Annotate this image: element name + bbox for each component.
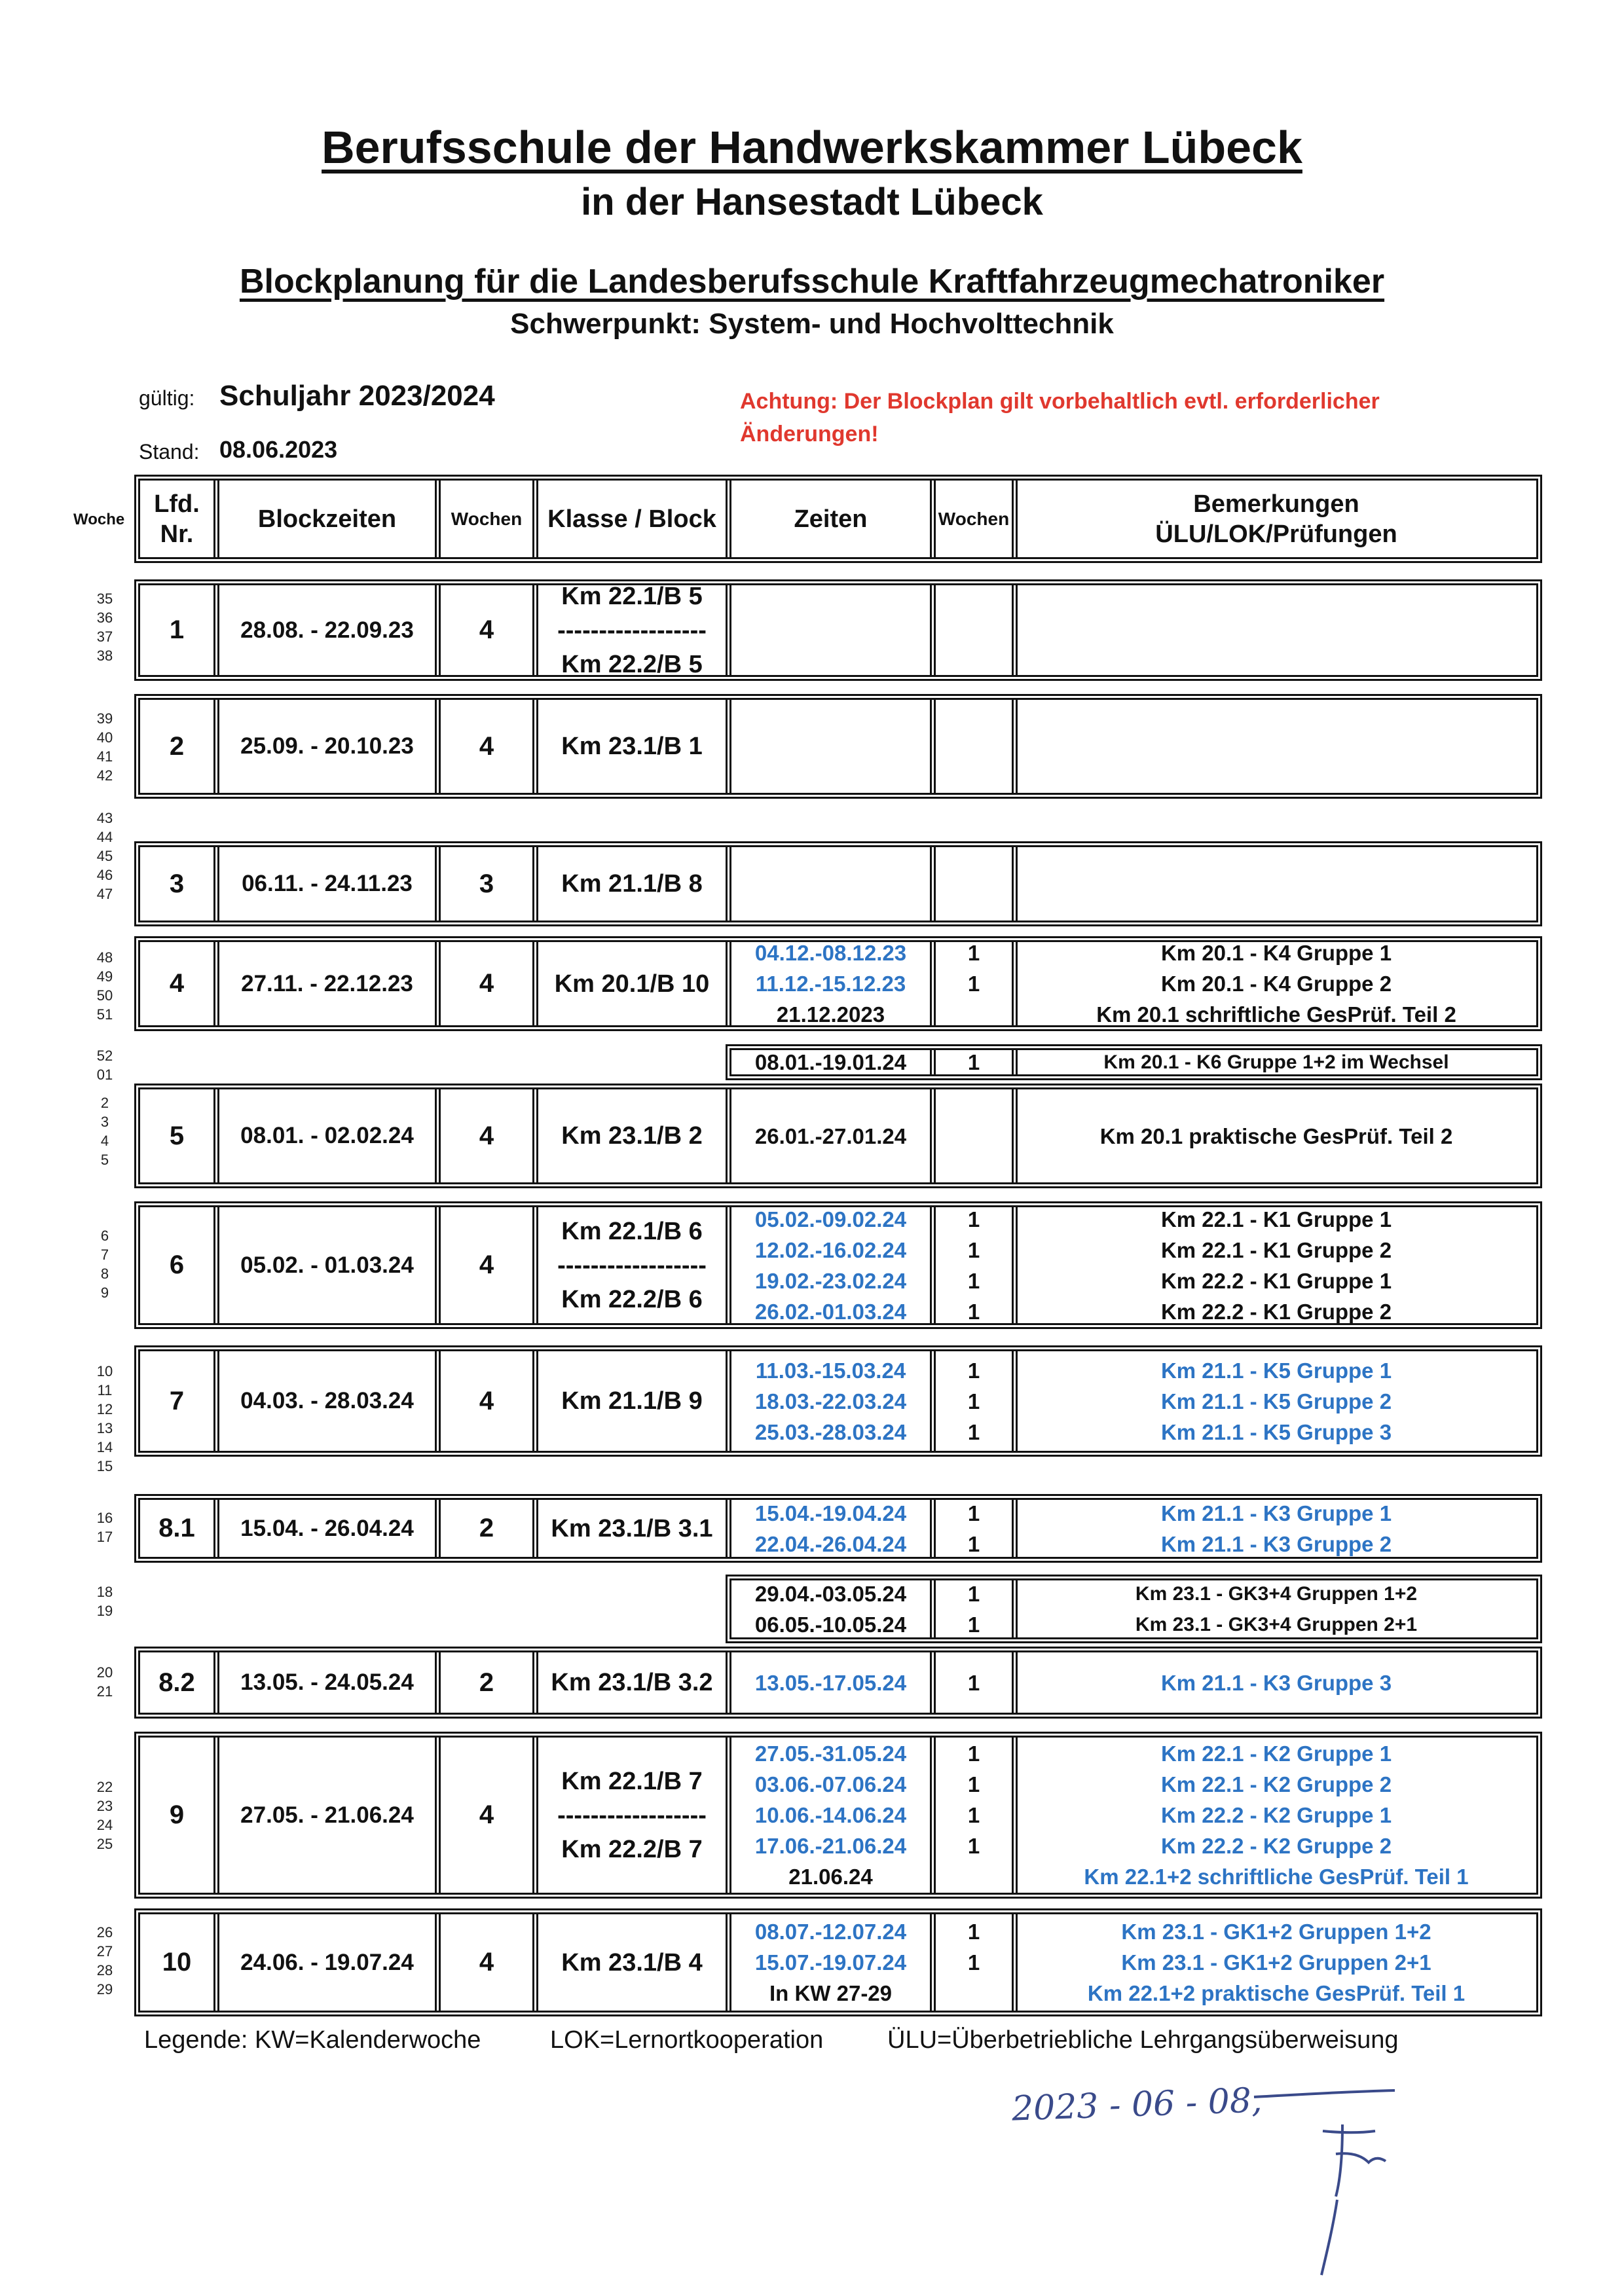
column-divider (1012, 1499, 1018, 1558)
column-divider (930, 847, 936, 921)
column-divider (726, 941, 731, 1026)
block-class (538, 582, 726, 678)
block-class (538, 847, 726, 920)
week-number: 4 (100, 1133, 109, 1149)
column-divider (435, 1914, 441, 2011)
stand-label: Stand: (139, 440, 200, 464)
bemerkung-entry: Km 22.1 - K2 Gruppe 1 (1160, 1741, 1392, 1766)
wochen-entry: 1 (967, 1419, 980, 1444)
col-zeiten: Zeiten (794, 505, 868, 533)
week-numbers (85, 1508, 124, 1546)
column-divider (532, 1089, 538, 1183)
zeiten-entry: 11.03.-15.03.24 (755, 1358, 906, 1383)
block-weeks: 4 (479, 1948, 494, 1977)
column-divider (726, 699, 731, 793)
column-divider (930, 1914, 936, 2011)
week-number: 43 (96, 810, 113, 826)
class-line: Km 22.1/B 7 (561, 1767, 703, 1795)
week-number: 47 (96, 886, 113, 902)
column-divider (435, 1351, 441, 1451)
block-class (538, 1500, 726, 1557)
class-line: ------------------ (557, 616, 707, 644)
wochen-entry: 1 (967, 1268, 980, 1293)
column-divider (930, 1089, 936, 1183)
zeiten-entry: 15.04.-19.04.24 (754, 1501, 907, 1525)
class-line: Km 23.1/B 2 (561, 1122, 703, 1150)
block-dates: 13.05. - 24.05.24 (240, 1669, 414, 1695)
block-weeks: 4 (479, 615, 494, 644)
wochen-entry: 1 (967, 1581, 980, 1606)
week-number: 15 (96, 1458, 113, 1474)
bemerkung-entry: Km 20.1 - K4 Gruppe 2 (1160, 972, 1392, 996)
plan-focus: Schwerpunkt: System- und Hochvolttechnik (510, 308, 1114, 340)
week-numbers (85, 589, 124, 665)
col-wochen-2: Wochen (938, 508, 1010, 529)
zeiten-entry: 15.07.-19.07.24 (754, 1950, 907, 1975)
legend-lok: LOK=Lernortkooperation (550, 2026, 824, 2054)
class-line: Km 22.1/B 6 (561, 1217, 703, 1245)
column-divider (213, 585, 219, 676)
col-klasse: Klasse / Block (547, 505, 716, 533)
week-numbers (85, 1362, 124, 1476)
week-number: 52 (96, 1048, 113, 1064)
zeiten-entry: 05.02.-09.02.24 (754, 1207, 907, 1231)
zeiten-entry: 18.03.-22.03.24 (754, 1389, 907, 1413)
column-divider (726, 1351, 731, 1451)
col-blockzeiten: Blockzeiten (257, 505, 397, 533)
week-number: 44 (96, 829, 113, 845)
wochen-entry: 1 (967, 1803, 980, 1827)
week-numbers (85, 809, 124, 903)
week-number: 46 (96, 867, 113, 883)
week-number: 50 (96, 987, 113, 1004)
column-divider (435, 1089, 441, 1183)
column-divider (1012, 585, 1018, 676)
zeiten-entry: 19.02.-23.02.24 (754, 1268, 907, 1293)
plan-heading: Blockplanung für die Landesberufsschule Kraftfahrzeugmechatroniker (239, 263, 1385, 301)
block-number: 9 (169, 1800, 185, 1829)
week-number: 18 (96, 1584, 113, 1600)
week-number: 37 (96, 629, 113, 645)
week-number: 20 (96, 1664, 113, 1681)
zeiten-entry: 21.12.2023 (776, 1002, 885, 1027)
bemerkung-entry: Km 22.1 - K2 Gruppe 2 (1160, 1772, 1392, 1796)
bemerkung-entry: Km 20.1 - K4 Gruppe 1 (1160, 941, 1392, 965)
week-number: 23 (96, 1798, 113, 1814)
week-number: 51 (96, 1006, 113, 1023)
wochen-entry: 1 (967, 1299, 980, 1324)
block-class (538, 1207, 726, 1323)
block-weeks: 4 (479, 1250, 494, 1279)
column-divider (213, 1207, 219, 1324)
zeiten-entry: 25.03.-28.03.24 (754, 1419, 907, 1444)
column-divider (726, 1089, 731, 1183)
column-divider (930, 585, 936, 676)
class-line: ------------------ (557, 1801, 707, 1829)
block-weeks: 4 (479, 1386, 494, 1415)
week-number: 17 (96, 1529, 113, 1545)
week-numbers (85, 709, 124, 785)
column-divider (1012, 941, 1018, 1026)
zeiten-entry: 03.06.-07.06.24 (754, 1772, 907, 1796)
class-line: ------------------ (557, 1251, 707, 1279)
block-dates: 06.11. - 24.11.23 (242, 871, 413, 896)
week-number: 16 (96, 1510, 113, 1526)
block-dates: 28.08. - 22.09.23 (240, 617, 414, 643)
column-divider (435, 1499, 441, 1558)
column-divider (435, 1737, 441, 1893)
block-dates: 25.09. - 20.10.23 (240, 733, 414, 759)
column-divider (726, 585, 731, 676)
block-class (538, 1089, 726, 1182)
column-divider (930, 1207, 936, 1324)
column-divider (930, 1737, 936, 1893)
week-number: 24 (96, 1817, 113, 1833)
block-dates: 04.03. - 28.03.24 (240, 1388, 414, 1413)
column-divider (213, 1737, 219, 1893)
bemerkung-entry: Km 21.1 - K5 Gruppe 2 (1160, 1389, 1392, 1413)
week-number: 26 (96, 1924, 113, 1941)
wochen-entry: 1 (967, 1670, 980, 1695)
block-class (538, 1914, 726, 2011)
zeiten-entry: 08.07.-12.07.24 (754, 1920, 907, 1944)
column-divider (726, 1914, 731, 2011)
column-divider (1012, 1049, 1018, 1075)
bemerkung-entry: Km 21.1 - K5 Gruppe 1 (1160, 1358, 1392, 1383)
block-dates: 27.11. - 22.12.23 (241, 970, 413, 996)
block-dates: 08.01. - 02.02.24 (240, 1123, 414, 1148)
week-number: 7 (100, 1247, 109, 1263)
block-class (538, 700, 726, 793)
block-number: 8.2 (158, 1667, 195, 1697)
week-number: 2 (100, 1095, 109, 1111)
column-divider (435, 941, 441, 1026)
bemerkung-entry: Km 21.1 - K3 Gruppe 2 (1160, 1531, 1392, 1556)
zeiten-entry: 27.05.-31.05.24 (754, 1741, 907, 1766)
column-divider (435, 699, 441, 793)
col-lfd: Lfd. Nr. (154, 490, 200, 548)
column-divider (930, 1049, 936, 1075)
block-weeks: 4 (479, 1121, 494, 1150)
column-divider (1012, 1580, 1018, 1638)
week-number: 13 (96, 1420, 113, 1436)
wochen-entry: 1 (967, 1050, 980, 1074)
warning-line-2: Änderungen! (740, 422, 879, 446)
week-numbers (85, 1046, 124, 1084)
column-divider (213, 1499, 219, 1558)
week-number: 42 (96, 767, 113, 784)
legend-kw: Legende: KW=Kalenderwoche (144, 2026, 481, 2054)
block-number: 1 (169, 615, 185, 644)
column-divider (532, 1207, 538, 1324)
block-dates: 24.06. - 19.07.24 (240, 1949, 414, 1975)
week-number: 35 (96, 591, 113, 607)
column-divider (213, 1652, 219, 1713)
column-divider (726, 1499, 731, 1558)
column-divider (1012, 1914, 1018, 2011)
class-line: Km 22.2/B 5 (561, 650, 703, 678)
block-class (538, 1652, 726, 1713)
bemerkung-entry: Km 21.1 - K3 Gruppe 1 (1160, 1501, 1392, 1525)
block-class (538, 1351, 726, 1451)
column-divider (435, 1652, 441, 1713)
zeiten-entry: 10.06.-14.06.24 (754, 1803, 907, 1827)
column-divider (930, 1499, 936, 1558)
block-number: 7 (169, 1386, 185, 1415)
bemerkung-entry: Km 21.1 - K3 Gruppe 3 (1160, 1670, 1392, 1695)
class-line: Km 21.1/B 8 (561, 870, 703, 898)
block-number: 8.1 (158, 1514, 195, 1542)
week-number: 40 (96, 729, 113, 746)
bemerkung-entry: Km 23.1 - GK1+2 Gruppen 2+1 (1121, 1950, 1431, 1975)
bemerkung-entry: Km 20.1 - K6 Gruppe 1+2 im Wechsel (1103, 1051, 1449, 1073)
column-divider (930, 1351, 936, 1451)
block-weeks: 4 (479, 1800, 494, 1829)
week-number: 48 (96, 949, 113, 966)
warning-line-1: Achtung: Der Blockplan gilt vorbehaltlich evtl. erforderlicher (740, 389, 1380, 414)
col-wochen: Wochen (451, 508, 523, 529)
bemerkung-entry: Km 22.1 - K1 Gruppe 2 (1160, 1237, 1392, 1262)
column-divider (726, 1652, 731, 1713)
week-number: 38 (96, 647, 113, 664)
bemerkung-entry: Km 23.1 - GK3+4 Gruppen 1+2 (1135, 1582, 1418, 1605)
column-divider (1012, 1207, 1018, 1324)
class-line: Km 22.1/B 5 (561, 582, 703, 610)
week-number: 14 (96, 1439, 113, 1455)
bemerkung-entry: Km 20.1 praktische GesPrüf. Teil 2 (1099, 1123, 1453, 1148)
wochen-entry: 1 (967, 1358, 980, 1383)
week-number: 01 (96, 1066, 113, 1083)
wochen-entry: 1 (967, 1920, 980, 1944)
week-number: 27 (96, 1943, 113, 1959)
column-divider (532, 585, 538, 676)
block-weeks: 4 (479, 731, 494, 761)
bemerkung-entry: Km 23.1 - GK3+4 Gruppen 2+1 (1135, 1613, 1418, 1635)
column-divider (1012, 1737, 1018, 1893)
column-divider (213, 1089, 219, 1183)
bemerkung-entry: Km 22.2 - K2 Gruppe 2 (1160, 1834, 1392, 1858)
column-divider (213, 1914, 219, 2011)
column-divider (930, 1652, 936, 1713)
week-number: 22 (96, 1779, 113, 1795)
class-line: Km 23.1/B 3.1 (551, 1514, 713, 1542)
column-divider (213, 941, 219, 1026)
bemerkung-entry: Km 22.1+2 schriftliche GesPrüf. Teil 1 (1084, 1865, 1469, 1889)
week-number: 12 (96, 1401, 113, 1417)
wochen-entry: 1 (967, 1741, 980, 1766)
signature-mark (1244, 2079, 1454, 2288)
zeiten-entry: 21.06.24 (788, 1865, 873, 1889)
wochen-entry: 1 (967, 1834, 980, 1858)
bemerkung-entry: Km 22.1 - K1 Gruppe 1 (1160, 1207, 1392, 1231)
week-number: 3 (100, 1114, 109, 1130)
week-number: 45 (96, 848, 113, 864)
zeiten-entry: 22.04.-26.04.24 (754, 1531, 907, 1556)
wochen-entry: 1 (967, 1612, 980, 1637)
bemerkung-entry: Km 22.2 - K1 Gruppe 1 (1160, 1268, 1392, 1293)
column-divider (1012, 699, 1018, 793)
class-line: Km 20.1/B 10 (554, 970, 710, 998)
column-divider (1012, 1089, 1018, 1183)
week-numbers (85, 1226, 124, 1302)
column-divider (726, 1207, 731, 1324)
column-divider (930, 1580, 936, 1638)
valid-label: gültig: (139, 386, 195, 410)
class-line: Km 22.2/B 6 (561, 1285, 703, 1313)
wochen-entry: 1 (967, 1531, 980, 1556)
col-bemerkungen: Bemerkungen ÜLU/LOK/Prüfungen (1155, 490, 1397, 548)
week-numbers (85, 1923, 124, 1999)
week-number: 39 (96, 710, 113, 727)
bemerkung-entry: Km 23.1 - GK1+2 Gruppen 1+2 (1121, 1920, 1431, 1944)
column-divider (435, 585, 441, 676)
class-line: Km 23.1/B 3.2 (551, 1669, 713, 1696)
week-number: 21 (96, 1683, 113, 1700)
block-weeks: 4 (479, 969, 494, 998)
bemerkung-entry: Km 20.1 schriftliche GesPrüf. Teil 2 (1096, 1002, 1456, 1027)
school-title: Berufsschule der Handwerkskammer Lübeck (322, 122, 1302, 173)
week-numbers (85, 1777, 124, 1853)
column-divider (726, 847, 731, 921)
valid-value: Schuljahr 2023/2024 (219, 380, 495, 412)
column-divider (726, 1737, 731, 1893)
legend-ulu: ÜLU=Überbetriebliche Lehrgangsüberweisung (887, 2026, 1399, 2054)
block-weeks: 2 (479, 1667, 494, 1697)
wochen-entry: 1 (967, 1207, 980, 1231)
week-number: 36 (96, 610, 113, 626)
zeiten-entry: 29.04.-03.05.24 (754, 1581, 907, 1606)
block-dates: 27.05. - 21.06.24 (240, 1802, 414, 1828)
column-divider (1012, 1652, 1018, 1713)
zeiten-entry: 06.05.-10.05.24 (754, 1612, 907, 1637)
bemerkung-entry: Km 22.1+2 praktische GesPrüf. Teil 1 (1087, 1981, 1466, 2005)
column-divider (435, 1207, 441, 1324)
col-woche: Woche (73, 511, 125, 528)
column-divider (532, 1351, 538, 1451)
block-number: 2 (169, 731, 185, 761)
week-number: 49 (96, 968, 113, 985)
block-number: 3 (169, 869, 185, 898)
week-number: 8 (100, 1266, 109, 1282)
column-divider (213, 699, 219, 793)
column-divider (213, 1351, 219, 1451)
week-number: 5 (100, 1152, 109, 1168)
wochen-entry: 1 (967, 941, 980, 965)
zeiten-entry: In KW 27-29 (769, 1981, 893, 2005)
zeiten-entry: 26.02.-01.03.24 (754, 1299, 907, 1324)
wochen-entry: 1 (967, 1501, 980, 1525)
week-number: 9 (100, 1285, 109, 1301)
column-divider (532, 1499, 538, 1558)
zeiten-entry: 13.05.-17.05.24 (754, 1670, 907, 1695)
stand-value: 08.06.2023 (219, 436, 338, 463)
block-number: 10 (162, 1948, 192, 1977)
column-divider (532, 1914, 538, 2011)
column-divider (532, 1652, 538, 1713)
column-divider (532, 1737, 538, 1893)
block-number: 6 (169, 1250, 185, 1279)
block-class (538, 1738, 726, 1893)
class-line: Km 22.2/B 7 (561, 1835, 703, 1863)
week-number: 6 (100, 1228, 109, 1244)
week-number: 41 (96, 748, 113, 765)
class-line: Km 23.1/B 4 (561, 1948, 703, 1977)
week-number: 10 (96, 1363, 113, 1379)
wochen-entry: 1 (967, 1772, 980, 1796)
column-divider (532, 847, 538, 921)
block-class (538, 942, 726, 1025)
week-number: 28 (96, 1962, 113, 1978)
column-divider (930, 699, 936, 793)
bemerkung-entry: Km 22.2 - K1 Gruppe 2 (1160, 1299, 1392, 1324)
block-number: 5 (169, 1121, 185, 1150)
column-divider (532, 699, 538, 793)
block-dates: 15.04. - 26.04.24 (240, 1515, 414, 1541)
block-weeks: 2 (479, 1514, 494, 1542)
zeiten-entry: 04.12.-08.12.23 (754, 941, 907, 965)
block-dates: 05.02. - 01.03.24 (240, 1252, 414, 1278)
block-number: 4 (169, 969, 185, 998)
week-numbers (85, 1663, 124, 1701)
column-divider (213, 847, 219, 921)
week-number: 25 (96, 1836, 113, 1852)
class-line: Km 21.1/B 9 (561, 1387, 703, 1415)
handwritten-date: 2023 - 06 - 08, (1011, 2081, 1263, 2129)
zeiten-entry: 26.01.-27.01.24 (754, 1123, 907, 1148)
column-divider (435, 847, 441, 921)
column-divider (930, 941, 936, 1026)
school-subtitle: in der Hansestadt Lübeck (581, 181, 1043, 223)
wochen-entry: 1 (967, 1950, 980, 1975)
zeiten-entry: 12.02.-16.02.24 (754, 1237, 907, 1262)
zeiten-entry: 11.12.-15.12.23 (755, 972, 906, 996)
bemerkung-entry: Km 22.2 - K2 Gruppe 1 (1160, 1803, 1392, 1827)
column-divider (532, 941, 538, 1026)
week-number: 19 (96, 1603, 113, 1619)
bemerkung-entry: Km 21.1 - K5 Gruppe 3 (1160, 1419, 1392, 1444)
column-divider (1012, 847, 1018, 921)
zeiten-entry: 17.06.-21.06.24 (754, 1834, 907, 1858)
block-weeks: 3 (479, 869, 494, 898)
wochen-entry: 1 (967, 1237, 980, 1262)
week-numbers (85, 1093, 124, 1169)
wochen-entry: 1 (967, 1389, 980, 1413)
week-numbers (85, 948, 124, 1024)
week-number: 29 (96, 1981, 113, 1997)
week-number: 11 (97, 1382, 113, 1398)
column-divider (1012, 1351, 1018, 1451)
week-numbers (85, 1582, 124, 1620)
zeiten-entry: 08.01.-19.01.24 (754, 1050, 907, 1074)
class-line: Km 23.1/B 1 (561, 733, 703, 760)
wochen-entry: 1 (967, 972, 980, 996)
